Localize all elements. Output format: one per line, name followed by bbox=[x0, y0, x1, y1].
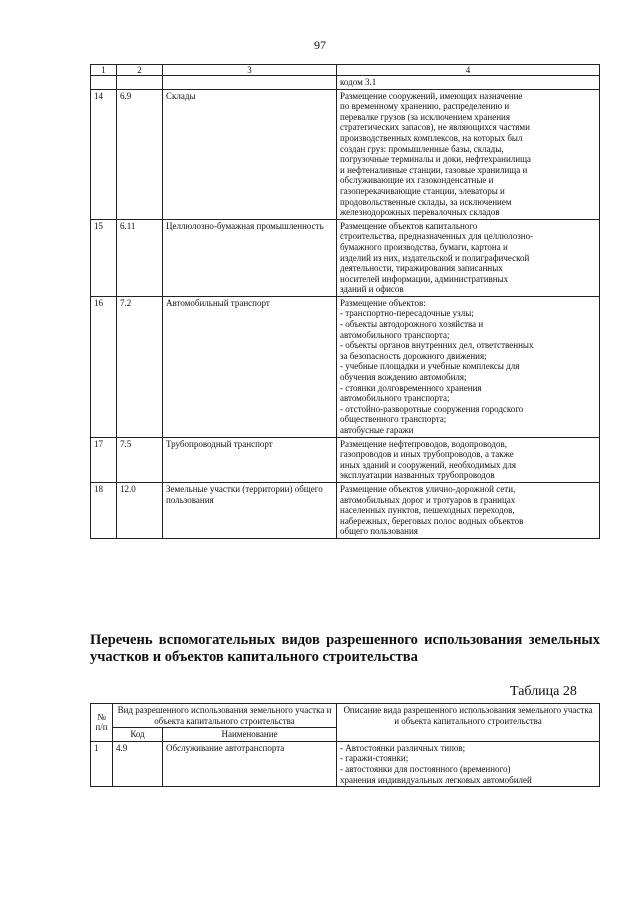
continuation-row bbox=[91, 76, 600, 90]
row-description bbox=[337, 219, 600, 296]
description-line: стратегических запасов), не являющихся частями bbox=[340, 122, 530, 133]
description-line: производственных комплексов, на которых был bbox=[340, 132, 523, 143]
description-line: общественного транспорта; bbox=[340, 414, 447, 425]
description-line: Размещение нефтепроводов, водопроводов, bbox=[340, 438, 508, 449]
description-line: зданий и офисов bbox=[340, 284, 404, 295]
row-name: Обслуживание автотранспорта bbox=[163, 741, 337, 786]
row-code: 6.9 bbox=[117, 89, 163, 219]
description-line: эксплуатации названных трубопроводов bbox=[340, 470, 495, 481]
land-use-table bbox=[90, 64, 600, 539]
row-description bbox=[337, 482, 600, 538]
row-code: 12.0 bbox=[117, 482, 163, 538]
description-line: Размещение объектов капитального bbox=[340, 220, 478, 231]
row-description bbox=[337, 741, 600, 786]
col-group-header: Вид разрешенного использования земельного участка и объекта капитального строительства bbox=[113, 704, 337, 728]
description-line: населенных пунктов, пешеходных переходов, bbox=[340, 505, 515, 516]
description-line: - Автостоянки различных типов; bbox=[340, 742, 466, 753]
description-line: перевалке грузов (за исключением хранения bbox=[340, 111, 510, 122]
row-name: Склады bbox=[163, 89, 337, 219]
row-description bbox=[337, 296, 600, 437]
description-line: - отстойно-разворотные сооружения городского bbox=[340, 403, 524, 414]
description-line: обучения вождению автомобиля; bbox=[340, 372, 467, 383]
row-code: 7.2 bbox=[117, 296, 163, 437]
description-line: Размещение сооружений, имеющих назначение bbox=[340, 90, 523, 101]
table28-body bbox=[91, 741, 600, 786]
col-code-header: Код bbox=[113, 728, 163, 742]
row-number: 17 bbox=[91, 437, 117, 482]
row-number: 15 bbox=[91, 219, 117, 296]
row-description bbox=[337, 437, 600, 482]
description-line: деятельности, тиражирования записанных bbox=[340, 263, 503, 274]
description-line: набережных, береговых полос водных объектов bbox=[340, 515, 524, 526]
row-description bbox=[337, 89, 600, 219]
table-row bbox=[91, 89, 600, 219]
table-row bbox=[91, 219, 600, 296]
table-row bbox=[91, 741, 600, 786]
row-number: 18 bbox=[91, 482, 117, 538]
description-line: - транспортно-пересадочные узлы; bbox=[340, 308, 474, 319]
description-line: по временному хранению, распределению и bbox=[340, 101, 510, 112]
description-line: строительства, предназначенных для целлюлозно- bbox=[340, 231, 534, 242]
description-line: и нефтеналивные станции, газовые хранилища и bbox=[340, 164, 528, 175]
description-line: погрузочные терминалы и доки, нефтехранилища bbox=[340, 154, 532, 165]
col-name-header: Наименование bbox=[163, 728, 337, 742]
description-line: - автостоянки для постоянного (временного) bbox=[340, 763, 511, 774]
description-line: автомобильных дорог и тротуаров в границах bbox=[340, 494, 516, 505]
header-cell: 3 bbox=[163, 65, 337, 76]
row-code: 7.5 bbox=[117, 437, 163, 482]
col-num-header: № п/п bbox=[91, 704, 113, 742]
page-number: 97 bbox=[314, 38, 326, 52]
description-line: иных зданий и сооружений, необходимых для bbox=[340, 459, 517, 470]
description-line: - объекты органов внутренних дел, ответственных bbox=[340, 340, 534, 351]
description-line: продовольственные склады, за исключением bbox=[340, 196, 512, 207]
row-number: 16 bbox=[91, 296, 117, 437]
row-name: Целлюлозно-бумажная промышленность bbox=[163, 219, 337, 296]
row-code: 6.11 bbox=[117, 219, 163, 296]
continuation-text: кодом 3.1 bbox=[337, 76, 600, 90]
main-table-body bbox=[91, 89, 600, 538]
description-line: автомобильного транспорта; bbox=[340, 393, 450, 404]
description-line: Размещение объектов улично-дорожной сети, bbox=[340, 483, 516, 494]
header-cell: 1 bbox=[91, 65, 117, 76]
description-line: - гаражи-стоянки; bbox=[340, 753, 409, 764]
description-line: обслуживающие их газоконденсатные и bbox=[340, 175, 494, 186]
row-name: Автомобильный транспорт bbox=[163, 296, 337, 437]
description-line: газоперекачивающие станции, элеваторы и bbox=[340, 185, 505, 196]
description-line: хранения индивидуальных легковых автомобилей bbox=[340, 774, 532, 785]
table-header-row bbox=[91, 65, 600, 76]
description-line: автобусные гаражи bbox=[340, 425, 414, 435]
description-line: изделий из них, издательской и полиграфической bbox=[340, 252, 530, 263]
description-line: создан груз: промышленные базы, склады, bbox=[340, 143, 504, 154]
table28-header-row bbox=[91, 704, 600, 728]
header-cell: 4 bbox=[337, 65, 600, 76]
section-heading: Перечень вспомогательных видов разрешенного использования земельных участков и объектов капитального строительства bbox=[90, 632, 600, 665]
description-line: бумажного производства, бумаги, картона и bbox=[340, 241, 508, 252]
row-number: 1 bbox=[91, 741, 113, 786]
row-code: 4.9 bbox=[113, 741, 163, 786]
table-28 bbox=[90, 703, 600, 787]
description-line: общего пользования bbox=[340, 526, 418, 537]
row-name: Трубопроводный транспорт bbox=[163, 437, 337, 482]
description-line: за безопасность дорожного движения; bbox=[340, 350, 487, 361]
description-line: газопроводов и иных трубопроводов, а также bbox=[340, 449, 514, 460]
description-line: - стоянки долговременного хранения bbox=[340, 382, 482, 393]
description-line: железнодорожных перевалочных складов bbox=[340, 207, 500, 218]
row-name: Земельные участки (территории) общего пользования bbox=[163, 482, 337, 538]
col-desc-header: Описание вида разрешенного использования земельного участка и объекта капитального строительства bbox=[337, 704, 600, 742]
description-line: носителей информации, административных bbox=[340, 273, 509, 284]
description-line: - учебные площадки и учебные комплексы для bbox=[340, 361, 520, 372]
description-line: Размещение объектов: bbox=[340, 297, 426, 308]
header-cell: 2 bbox=[117, 65, 163, 76]
table-row bbox=[91, 296, 600, 437]
row-number: 14 bbox=[91, 89, 117, 219]
table-label: Таблица 28 bbox=[510, 684, 577, 699]
table-row bbox=[91, 482, 600, 538]
description-line: автомобильного транспорта; bbox=[340, 329, 450, 340]
description-line: - объекты автодорожного хозяйства и bbox=[340, 319, 484, 330]
table-row bbox=[91, 437, 600, 482]
